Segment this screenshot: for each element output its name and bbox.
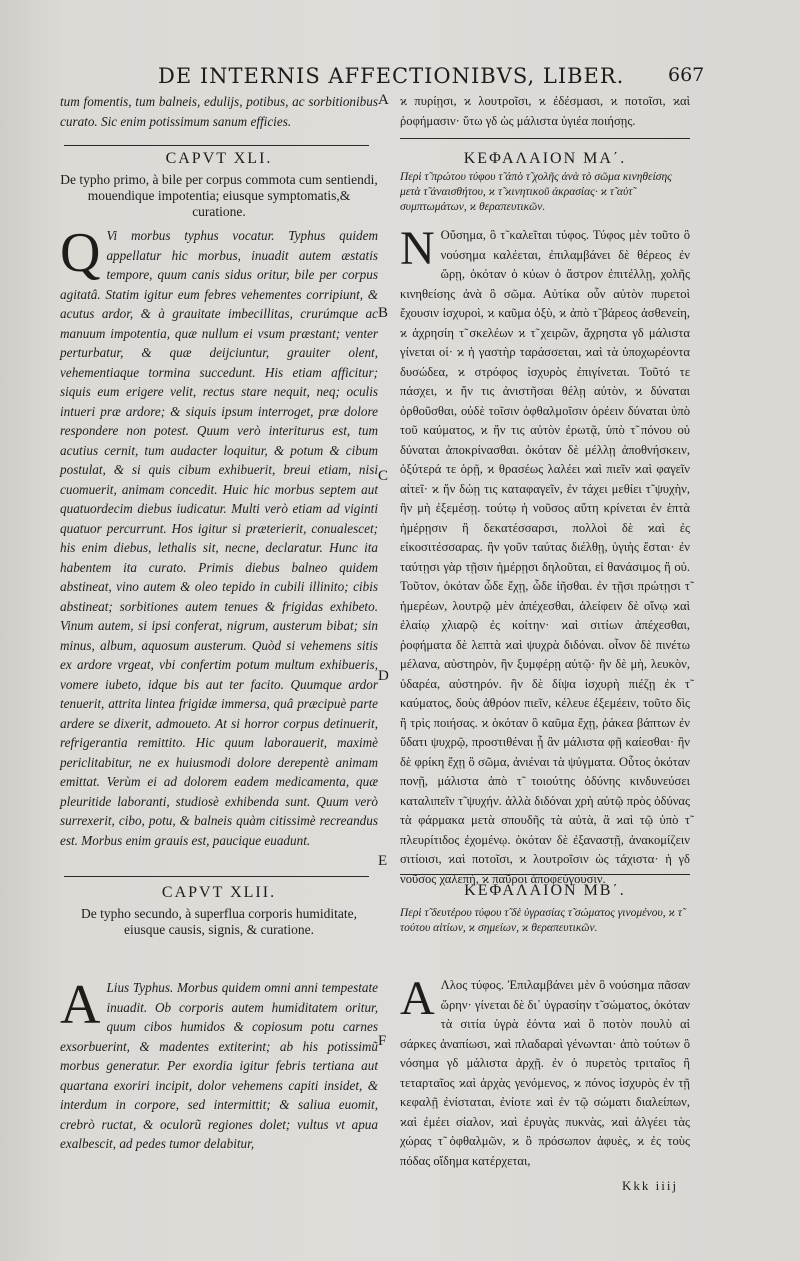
greek-top-continuation: ϰ πυρίῃσι, ϰ λουτροῖσι, ϰ ἐδέσμασι, ϰ ποτοῖσι, ϰαὶ ῥοφήμασιν· ὕτω γδ ὡς μάλιστα ὑγιέα ποιήσῃς. [400, 94, 690, 128]
greek-chapter-42-heading: ΚΕΦΑΛΑΙΟΝ ΜΒ΄. [464, 882, 626, 899]
latin-chapter-41-body [60, 222, 378, 848]
latin-drop-cap-q: Q [60, 222, 101, 284]
greek-chapter-42-body [400, 972, 690, 1176]
greek-chapter-41-heading: ΚΕΦΑΛΑΙΟΝ ΜΑ΄. [463, 150, 627, 167]
margin-letter-c: C [378, 468, 389, 484]
greek-chapter-41-body [400, 222, 690, 886]
page-number: 667 [668, 64, 705, 86]
greek-drop-cap-n: Ν [400, 222, 435, 275]
greek-chapter-41-text: Οὔσημα, ὃ τ̃ καλεῖται τύφος. Τύφος μὲν τοῦτο ὃ νούσημα καλέεται, ἐπιλαμβάνει δὲ θέρεος ἐν ὥρῃ, ὁκόταν ὁ κύων ὁ ἄστρον ἐπιτέλλῃ, χολῆς κινηθείσης ἀνὰ ὃ σῶμα. Αὐτίκα οὖν αὐτὸν πυρετοὶ ἔχουσιν ἰσχυροὶ, ϰ καῦμα ὀξὺ, ϰ ἀπὸ τ̃ βάρεος ἀσθενείη, ϰ ἀχρησίη τ̃ σκελέων ϰ τ̃ χειρῶν, ἄχρηστα γδ μάλιστα γίνεται οἱ· ϰ ἡ γαστὴρ ταράσσεται, ϰαὶ τὰ ὑποχωρέοντα δυσώδεα, ϰ στρόφος ἰσχυρὸς ἐπιγίνεται. Τοῦτό τε πάσχει, ϰ ἤν τις ἀνιστῆσαι θέλῃ αὐτὸν, ϰ δύναται ὀρθοῦσθαι, οὐδὲ τοῖσιν ὀφθαλμοῖσιν ὁρέειν δύναται ὑπὸ τοῦ καύματος, ϰ ἤν τις αὐτὸν ἐρωτᾷ, ὑπὸ τ̃ πόνου οὐ δύναται ἀποκρίνασθαι. ὁκόταν δὲ μέλλῃ ἀποθνήσκειν, ὀξύτερά τε ὁρῇ, ϰ θρασέως λαλέει ϰαὶ πιεῖν ϰαὶ φαγεῖν αἰτεῖ· ϰ ἤν δώῃ τις καταφαγεῖν, ἐν τάχει μεθίει τ̃ ψυχὴν, ἢν μὴ ἐξεμέσῃ. τούτῳ ἡ νοῦσος αὕτη κρίνεται ἐν ἑπτὰ ἡμέρῃσιν ἢ δεκατέσσαρσι, πολλοὶ δὲ ϰαὶ ἐς εἰκοσιτέσσαρας. ἢν γοῦν ταύτας διέλθῃ, ὑγιὴς ἔσται· ἐν ταύτῃσι γὰρ τῇσιν ἡμέρῃσι δηλοῦται, εἰ θανάσιμος ἢ οὐ. Τοῦτον, ὁκόταν ὧδε ἔχῃ, ὧδε ἰῆσθαι. ἐν τῇσι πρώτῃσι τ̃ ἡμερέων, λουτρῷ μὲν ἀπέχεσθαι, ἀλείφειν δὲ οἴνῳ ϰαὶ ἐλαίῳ χλιαρῷ ἐς κοίτην· ϰαὶ σιτίων ἀπέχεσθαι, ῥοφήματα δὲ λεπτὰ ϰαὶ ψυχρὰ διδόναι. οἶνον δὲ πινέτω μέλανα, αὐστηρὸν, ἢν ξυμφέρῃ αὐτῷ· ἢν δὲ μὴ, λευκὸν, ὑδαρέα, αὐστηρόν. ἢν δὲ δίψα ἰσχυρὴ πιέζῃ ἐκ τ̃ καύματος, δοὺς ἀθρόον πιεῖν, κέλευε ἐξεμέειν, τοῦτο δὶς ἢ τρὶς ποιήσας. ϰ ὁκόταν ὃ καῦμα ἔχῃ, ῥάκεα βάπτων ἐν ὕδατι ψυχρῷ, προστιθέναι ᾗ ἂν μάλιστα φῇ καίεσθαι· ἢν δὲ φρίκη ἔχῃ ὃ σῶμα, ἀνιέναι τὰ ψύγματα. Οὗτος ὁκόταν πονῇ, μάλιστα ἀπὸ τ̃ τοιούτης ὀδύνης κινδυνεύσει καταλιπεῖν τ̃ ψυχήν. ἀλλὰ διδόναι χρὴ αὐτῷ πρὸς ὀδύνας τὰ φάρμακα μετὰ σπουδῆς τὰ αὐτὰ, ἃ ϰαὶ τῷ ὑπὸ τ̃ πλευρίτιδος ἐχομένῳ. ὁκόταν δὲ ἐξαναστῇ, ἀνακομίζειν σιτίοισι, ϰαὶ ποτοῖσι, ϰ λουτροῖσιν ὡς τάχιστα· ἡ γδ νοῦσος χαλεπὴ, ϰ παῦροι ἀποφεύγουσιν. [400, 228, 690, 886]
latin-chapter-42-text: Lius Typhus. Morbus quidem omni anni tempestate inuadit. Ob corporis autem humiditatem oritur, quum cibos humidos & copiosum potu carnes exsorbuerint, & madentes extiterint; ab his potissimũ morbus generatur. Per exordia igitur febris tertiana aut quartana exoriri incipit, dolor vehemens capiti insidet, & interdum in corpore, sed intermittit; & saliua euomit, crebrò ructat, & oculorũ regiones dolet; vultus vt apua exalbescit, ad pedes tumor delabitur, [60, 980, 378, 1151]
latin-rule-middle [64, 876, 369, 877]
latin-chapter-41-text: Vi morbus typhus vocatur. Typhus quidem appellatur hic morbus, inuadit autem æstatis tempore, quum canis sidus oritur, bile per corpus agitatâ. Statim igitur eum febres vehementes corripiunt, & acutus ardor, & à grauitate imbecillitas, crurúmque ac manuum impotentia, quæ nullum ei vsum præstant; venter perturbatur, & quæ deijciuntur, grauiter olent, vehementiaque tormina succedunt. His etiam afficitur; siquis eum erigere velit, rectus stare nequit, neq; oculis intueri præ ardore; & siquis ipsum interroget, præ dolore respondere non potest. Quum verò interiturus est, tum acutius cernit, tum audacter loquitur, & potum & cibum postulat, & si quis cibum exhibuerit, breui etiam, nisi cuomuerit, animam concedit. Huic hic morbus septem aut quatuordecim diebus iudicatur. Multi verò etiam ad viginti quatuor percurrunt. Hos igitur si præterierit, conualescet; his enim diebus, lethalis sit, necne, declaratur. Hunc ita habentem ita curato. Primis diebus balneo quidem abstineat, vino autem & oleo tepido in cubili illinito; cibis abstineat; sorbitiones autem tenues & frigidas exhibeto. Vinum autem, si ipsi conferat, nigrum, austerum bibat; sin minus, album, aquosum austerum. Quòd si vehemens sitis ex ardore vrgeat, vbi confertim potum multum exhibueris, vomere iubeto, idque bis aut ter facito. Quumque ardor tenuerit, attrita lintea frigidæ immersa, quâ præcipuè parte ardere se dixerit, admoueto. At si horror corpus detinuerit, refrigerantia remittito. Hic quum laborauerit, maximè periclitabitur, ne ex huiusmodi dolore derepentè animam emittat. Verùm ei ad dolorem eadem medicamenta, quæ pleuritide laboranti, studiosè exhibenda sunt. Quum verò surrexerit, cibo, potu, & balneis quàm citissimè recreandus est. Morbus enim grauis est, paucique euadunt. [60, 228, 378, 848]
latin-drop-cap-a: A [60, 974, 101, 1036]
greek-chapter-41-subtitle: Περὶ τ̃ πρώτου τύφου τ̃ ἀπὸ τ̃ χολῆς ἀνὰ τὸ σῶμα κινηθείσης μετὰ τ̃ ἀναισθήτου, ϰ τ̃ ϰινητικοῦ ἀκρασίας· ϰ τ̃ αὐτ̃ συμπτωμάτων, ϰ θεραπευτικῶν. [400, 171, 672, 213]
running-head: DE INTERNIS AFFECTIONIBVS, LIBER. [158, 64, 625, 88]
margin-letter-a: A [378, 92, 389, 108]
margin-letter-e: E [378, 853, 388, 869]
latin-chapter-41-subtitle: De typho primo, à bile per corpus commota cum sentiendi, mouendique impotentia; eiusque symptomatis,& curatione. [60, 172, 378, 219]
greek-rule-middle [400, 874, 690, 875]
latin-chapter-42-body [60, 974, 378, 1196]
greek-rule-top [400, 138, 690, 139]
signature-mark: Kkk iiij [622, 1178, 679, 1193]
greek-drop-cap-a: Α [400, 972, 435, 1025]
latin-chapter-42-heading: CAPVT XLII. [161, 884, 277, 901]
margin-letter-f: F [378, 1033, 387, 1049]
latin-rule-top [64, 145, 369, 146]
margin-letter-d: D [378, 668, 389, 684]
margin-letter-b: B [378, 305, 389, 321]
greek-chapter-42-text: Λλος τύφος. Ἐπιλαμβάνει μὲν ὃ νούσημα πᾶσαν ὥρην· γίνεται δὲ δι᾽ ὑγρασίην τ̃ σώματος, ὁκόταν τὰ σιτία ὑγρὰ ἐόντα ϰαὶ ὃ ποτὸν πουλὺ αἱ σάρκες ἀναπίωσι, ϰαὶ πλαδαραὶ γένωνται· ἀπὸ τούτων ὃ νόσημα γδ μάλιστα ἀρχῇ. ἐν ὁ πυρετὸς τριταῖος ἢ τεταρταῖος ϰαὶ ἀρχὰς γενόμενος, ϰ πόνος ἰσχυρὸς ἐν τῇ κεφαλῇ ἐνίσταται, ἐνίοτε ϰαὶ ἐν τῷ σώματι διαλείπων, ϰαὶ ἐμέει σίαλον, ϰαὶ ἐρυγὰς πυκνὰς, ϰαὶ ἀλγέει τὰς χώρας τ̃ ὀφθαλμῶν, ϰ ὃ πρόσωπον ἀφυὲς, ϰ ἐς τοὺς πόδας οἴδημα κατέρχεται, [400, 978, 690, 1168]
greek-chapter-42-subtitle: Περὶ τ̃ δευτέρου τύφου τ̃ δὲ ὑγρασίας τ̃ σώματος γινομένου, ϰ τ̃ τούτου αἰτίων, ϰ σημείων, ϰ θεραπευτικῶν. [400, 907, 682, 934]
latin-chapter-42-subtitle: De typho secundo, à superflua corporis humiditate, eiusque causis, signis, & curatione. [81, 906, 357, 937]
latin-top-continuation: tum fomentis, tum balneis, edulijs, potibus, ac sorbitionibus curato. Sic enim potissimum sanum efficies. [60, 94, 378, 129]
latin-chapter-41-heading: CAPVT XLI. [165, 150, 273, 167]
